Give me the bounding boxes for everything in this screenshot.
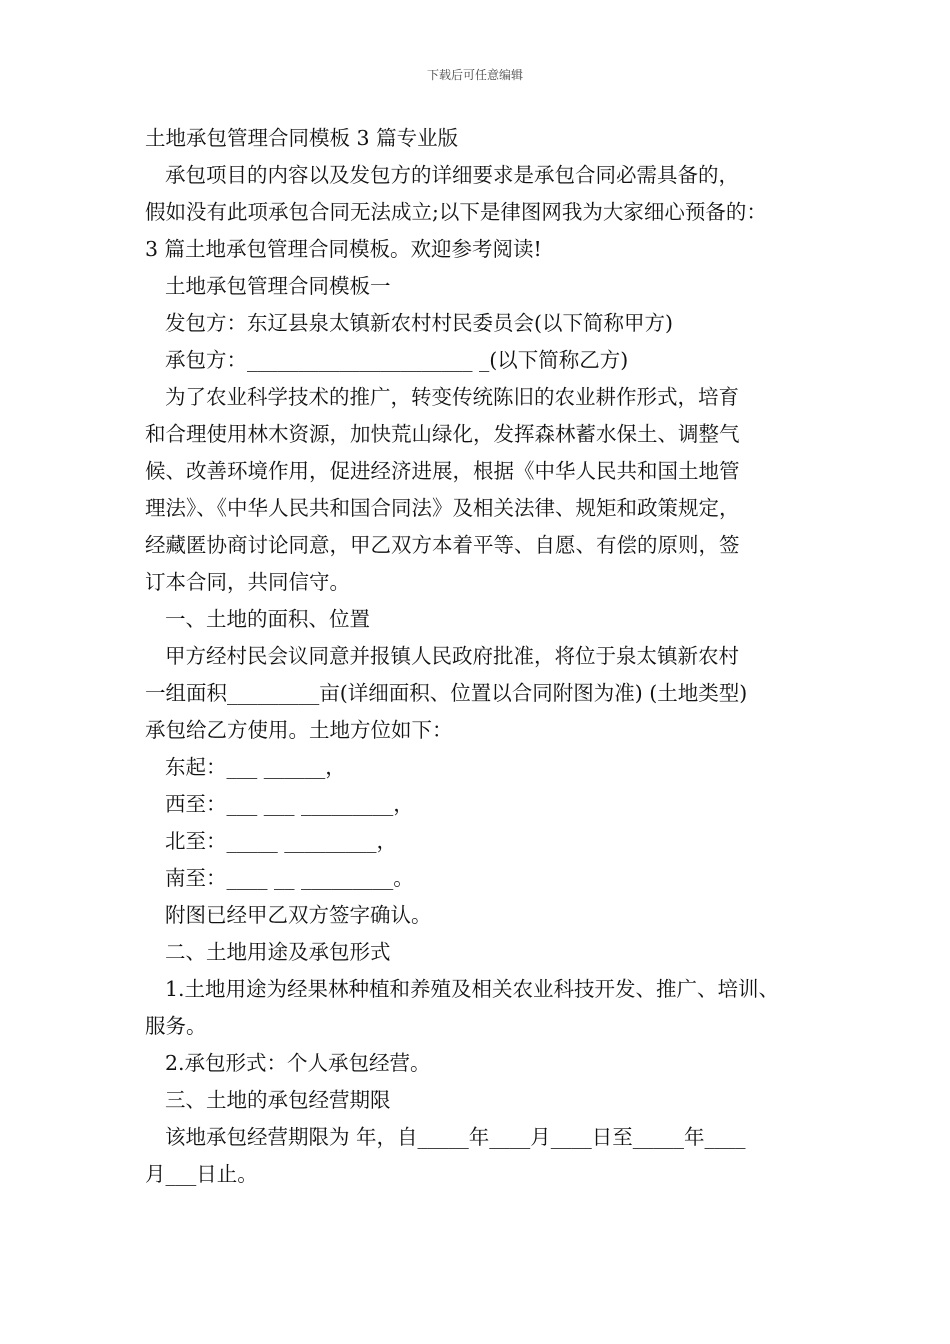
paragraph-line: 该地承包经营期限为 年，自_____年____月____日至_____年____: [165, 1125, 746, 1149]
document-title: 土地承包管理合同模板 3 篇专业版: [145, 126, 459, 150]
paragraph-line: 经藏匿协商讨论同意，甲乙双方本着平等、自愿、有偿的原则，签: [145, 533, 740, 557]
paragraph-line: 西至：___ ___ _________，: [165, 792, 414, 816]
paragraph-line: 附图已经甲乙双方签字确认。: [165, 903, 432, 927]
paragraph-line: 发包方：东辽县泉太镇新农村村民委员会(以下简称甲方): [165, 311, 673, 335]
paragraph-line: 南至：____ __ _________。: [165, 866, 414, 890]
paragraph-line: 二、土地用途及承包形式: [165, 940, 391, 964]
paragraph-line: 东起：___ ______，: [165, 755, 346, 779]
paragraph-line: 和合理使用林木资源，加快荒山绿化，发挥森林蓄水保土、调整气: [145, 422, 740, 446]
paragraph-line: 三、土地的承包经营期限: [165, 1088, 391, 1112]
paragraph-line: 为了农业科学技术的推广，转变传统陈旧的农业耕作形式，培育: [165, 385, 739, 409]
header-note: 下载后可任意编辑: [426, 68, 523, 82]
paragraph-line: 承包方：______________________ _(以下简称乙方): [165, 348, 629, 372]
paragraph-line: 土地承包管理合同模板一: [165, 274, 391, 298]
paragraph-line: 一组面积_________亩(详细面积、位置以合同附图为准) (土地类型): [145, 681, 748, 705]
paragraph-line: 北至：_____ _________，: [165, 829, 398, 853]
paragraph-line: 一、土地的面积、位置: [165, 607, 370, 631]
paragraph-line: 承包项目的内容以及发包方的详细要求是承包合同必需具备的，: [165, 163, 739, 187]
paragraph-line: 月___日止。: [145, 1162, 258, 1186]
paragraph-line: 候、改善环境作用，促进经济进展，根据《中华人民共和国土地管: [145, 459, 740, 483]
paragraph-line: 甲方经村民会议同意并报镇人民政府批准，将位于泉太镇新农村: [165, 644, 739, 668]
paragraph-line: 3 篇土地承包管理合同模板。欢迎参考阅读!: [145, 237, 542, 261]
paragraph-line: 理法》、《中华人民共和国合同法》及相关法律、规矩和政策规定，: [145, 496, 740, 520]
paragraph-line: 订本合同，共同信守。: [145, 570, 350, 594]
paragraph-line: 1.土地用途为经果林种植和养殖及相关农业科技开发、推广、培训、: [165, 977, 780, 1001]
paragraph-line: 假如没有此项承包合同无法成立;以下是律图网我为大家细心预备的：: [145, 200, 767, 224]
paragraph-line: 2.承包形式：个人承包经营。: [165, 1051, 431, 1075]
paragraph-line: 服务。: [145, 1014, 207, 1038]
document-body: [145, 120, 830, 1193]
paragraph-line: 承包给乙方使用。土地方位如下：: [145, 718, 453, 742]
